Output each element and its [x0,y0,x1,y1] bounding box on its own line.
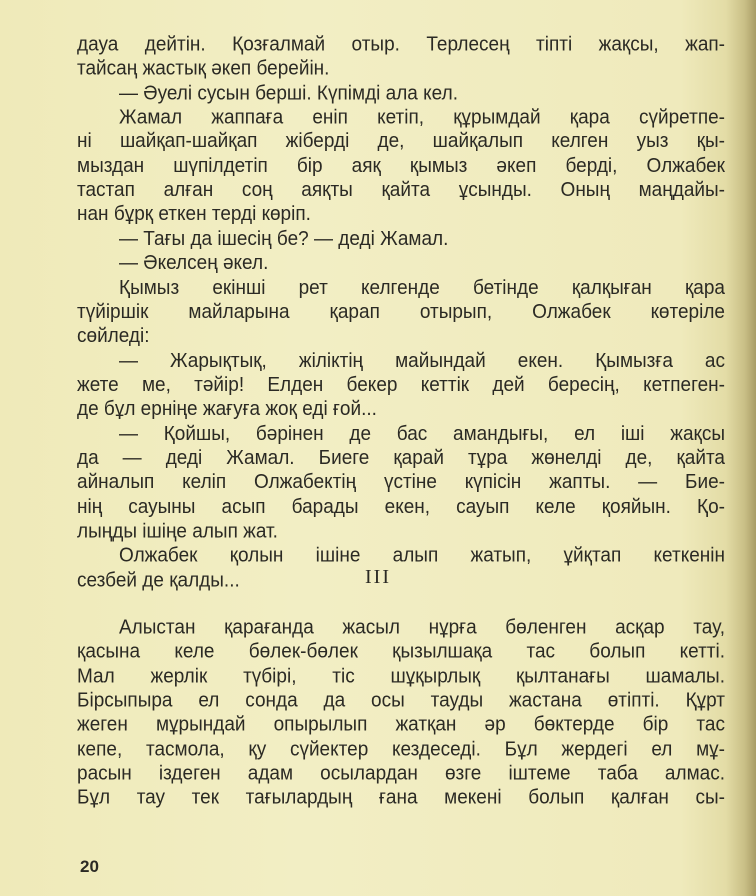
text-line: түйіршік майларына қарап отырып, Олжабек көтеріле [77,301,725,324]
text-line: қасына келе бөлек-бөлек қызылшақа тас болып кетті. [77,640,725,663]
page-number: 20 [80,857,99,876]
text-line: жете ме, тәйір! Елден бекер кеттік дей бересің, кетпеген- [77,374,725,397]
text-line: айналып келіп Олжабектің үстіне күпісін жапты. — Бие- [77,471,725,494]
text-line: кепе, тасмола, қу сүйектер кездеседі. Бұл жердегі ел мұ- [77,737,725,760]
text-line: нің сауыны асып барады екен, сауып келе қояйын. Қо- [77,496,725,519]
text-line: жеген мұрындай опырылып жатқан әр бөктерде бір тас [77,713,725,736]
text-line: Қымыз екінші рет келгенде бетінде қалқыған қара [119,276,725,299]
text-line: да — деді Жамал. Биеге қарай тұра жөнелді де, қайта [77,447,725,470]
text-line: — Әуелі сусын берші. Күпімді ала кел. [119,82,458,105]
text-line: Бірсыпыра ел сонда да осы тауды жастана өтіпті. Құрт [77,689,725,712]
text-line: — Қойшы, бәрінен де бас амандығы, ел іші жақсы [119,423,725,446]
chapter-heading: III [365,566,391,588]
text-line: — Тағы да ішесің бе? — деді Жамал. [119,228,449,251]
text-line: сөйледі: [77,325,150,348]
text-line: мыздан шүпілдетіп бір аяқ қымыз әкеп берді, Олжабек [77,155,725,178]
text-line: Мал жерлік түбірі, тіс шұқырлық қылтанағы шамалы. [77,665,725,688]
text-line: тайсаң жастық әкеп берейін. [77,57,330,80]
text-line: Олжабек қолын ішіне алып жатып, ұйқтап кеткенін [119,544,725,567]
text-line: сезбей де қалды... [77,569,240,592]
text-line: де бұл ерніңе жағуға жоқ еді ғой... [77,398,377,421]
text-line: — Жарықтық, жіліктің майындай екен. Қымызға ас [119,349,725,373]
text-line: лыңды ішіңе алып жат. [77,520,278,543]
text-line: Бұл тау тек тағылардың ғана мекені болып қалған сы- [77,786,725,809]
text-line: расын іздеген адам осылардан өзге іштеме таба алмас. [77,762,725,785]
text-line: нан бұрқ еткен терді көріп. [77,203,311,226]
text-line: Алыстан қарағанда жасыл нұрға бөленген асқар тау, [119,616,725,639]
text-line: — Әкелсең әкел. [119,252,269,275]
text-line: дауа дейтін. Қозғалмай отыр. Терлесең тіпті жақсы, жап- [77,33,725,56]
text-line: тастап алған соң аяқты қайта ұсынды. Оның маңдайы- [77,179,725,202]
text-line: ні шайқап-шайқап жіберді де, шайқалып келген уыз қы- [77,130,725,153]
text-line: Жамал жаппаға еніп кетіп, құрымдай қара сүйретпе- [119,106,725,129]
